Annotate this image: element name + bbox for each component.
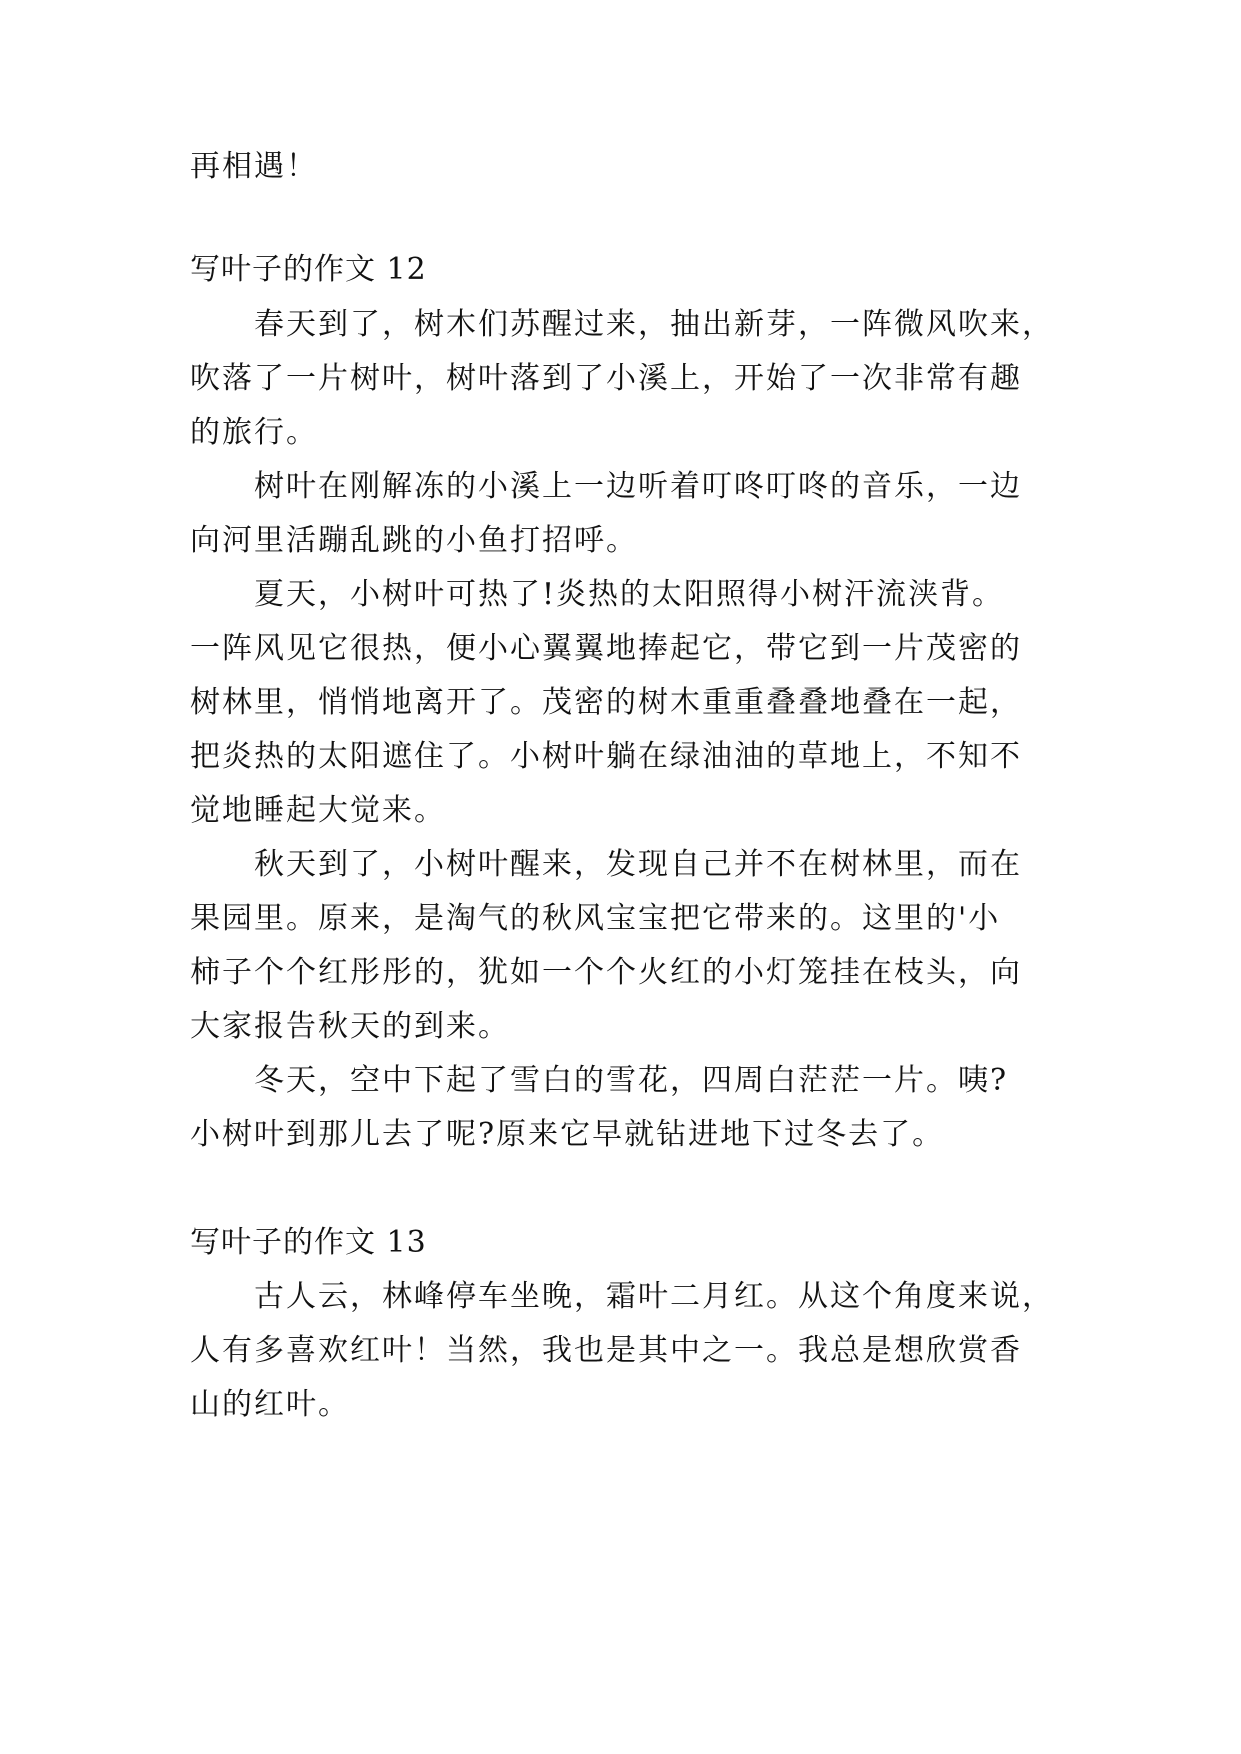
text-line: 把炎热的太阳遮住了。小树叶躺在绿油油的草地上，不知不 [190,739,1022,774]
text-line: 秋天到了，小树叶醒来，发现自己并不在树林里，而在 [254,847,1022,882]
text-line: 柿子个个红彤彤的，犹如一个个火红的小灯笼挂在枝头，向 [190,955,1022,990]
essay-heading-12: 写叶子的作文 12 [190,252,427,287]
text-line: 小树叶到那儿去了呢?原来它早就钻进地下过冬去了。 [190,1117,945,1152]
text-line: 树林里，悄悄地离开了。茂密的树木重重叠叠地叠在一起， [190,685,1022,720]
text-line: 大家报告秋天的到来。 [190,1009,510,1044]
text-line: 古人云，林峰停车坐晚，霜叶二月红。从这个角度来说， [254,1279,1054,1314]
text-line: 夏天，小树叶可热了!炎热的太阳照得小树汗流浃背。 [254,577,1005,612]
text-line: 觉地睡起大觉来。 [190,793,446,828]
text-line: 的旅行。 [190,415,318,450]
text-line: 向河里活蹦乱跳的小鱼打招呼。 [190,523,638,558]
text-line: 吹落了一片树叶，树叶落到了小溪上，开始了一次非常有趣 [190,361,1022,396]
text-line: 一阵风见它很热，便小心翼翼地捧起它，带它到一片茂密的 [190,631,1022,666]
text-line: 冬天，空中下起了雪白的雪花，四周白茫茫一片。咦? [254,1063,1009,1098]
text-line: 人有多喜欢红叶！当然，我也是其中之一。我总是想欣赏香 [190,1333,1022,1368]
text-line: 树叶在刚解冻的小溪上一边听着叮咚叮咚的音乐，一边 [254,469,1022,504]
text-line: 春天到了，树木们苏醒过来，抽出新芽，一阵微风吹来， [254,307,1054,342]
text-line: 山的红叶。 [190,1387,350,1422]
text-line: 果园里。原来，是淘气的秋风宝宝把它带来的。这里的'小 [190,901,1001,936]
essay-heading-13: 写叶子的作文 13 [190,1225,427,1260]
text-line: 再相遇！ [190,149,318,184]
